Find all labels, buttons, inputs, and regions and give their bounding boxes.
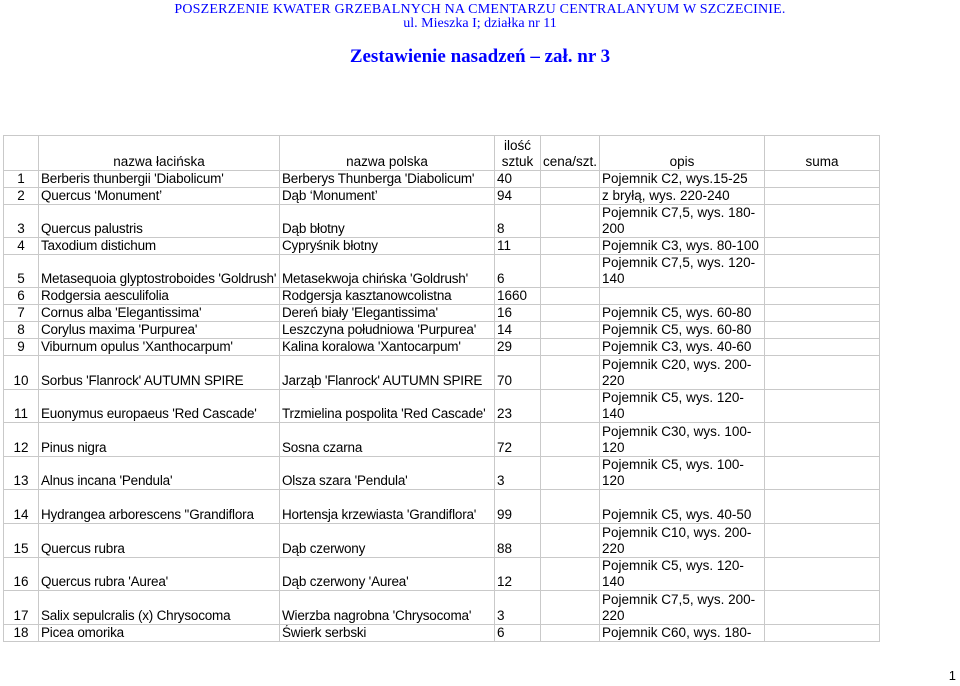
price — [541, 490, 600, 524]
row-number: 11 — [4, 390, 39, 423]
price — [541, 423, 600, 457]
row-number: 7 — [4, 305, 39, 322]
price — [541, 322, 600, 339]
quantity: 72 — [495, 423, 541, 457]
quantity: 29 — [495, 339, 541, 356]
planting-table — [3, 135, 880, 642]
description: Pojemnik C30, wys. 100-120 — [600, 423, 765, 457]
page-number: 1 — [948, 668, 956, 683]
latin-name: Quercus rubra 'Aurea' — [39, 558, 280, 591]
table-row — [4, 205, 880, 238]
header-quantity: ilość sztuk — [495, 136, 541, 171]
table-row — [4, 356, 880, 390]
polish-name: Kalina koralowa 'Xantocarpum' — [280, 339, 495, 356]
sum — [765, 339, 880, 356]
latin-name: Salix sepulcralis (x) Chrysocoma — [39, 591, 280, 625]
description: Pojemnik C10, wys. 200-220 — [600, 524, 765, 558]
price — [541, 238, 600, 255]
latin-name: Hydrangea arborescens ''Grandiflora — [39, 490, 280, 524]
document-header-line2: ul. Mieszka I; działka nr 11 — [403, 16, 557, 31]
table-row — [4, 558, 880, 591]
row-number: 12 — [4, 423, 39, 457]
polish-name: Metasekwoja chińska 'Goldrush' — [280, 255, 495, 288]
polish-name: Sosna czarna — [280, 423, 495, 457]
latin-name: Picea omorika — [39, 625, 280, 642]
table-row — [4, 457, 880, 490]
polish-name: Świerk serbski — [280, 625, 495, 642]
description: Pojemnik C7,5, wys. 180-200 — [600, 205, 765, 238]
row-number: 18 — [4, 625, 39, 642]
price — [541, 390, 600, 423]
polish-name: Dąb czerwony 'Aurea' — [280, 558, 495, 591]
latin-name: Metasequoia glyptostroboides 'Goldrush' — [39, 255, 280, 288]
sum — [765, 188, 880, 205]
sum — [765, 524, 880, 558]
price — [541, 457, 600, 490]
description: z bryłą, wys. 220-240 — [600, 188, 765, 205]
description: Pojemnik C60, wys. 180- — [600, 625, 765, 642]
description: Pojemnik C5, wys. 100-120 — [600, 457, 765, 490]
quantity: 94 — [495, 188, 541, 205]
sum — [765, 171, 880, 188]
price — [541, 591, 600, 625]
description: Pojemnik C7,5, wys. 120-140 — [600, 255, 765, 288]
row-number: 13 — [4, 457, 39, 490]
row-number: 16 — [4, 558, 39, 591]
quantity: 11 — [495, 238, 541, 255]
price — [541, 255, 600, 288]
quantity: 3 — [495, 591, 541, 625]
header-nr — [4, 136, 39, 171]
latin-name: Alnus incana 'Pendula' — [39, 457, 280, 490]
latin-name: Quercus ‘Monument’ — [39, 188, 280, 205]
price — [541, 356, 600, 390]
quantity: 6 — [495, 625, 541, 642]
latin-name: Cornus alba 'Elegantissima' — [39, 305, 280, 322]
polish-name: Olsza szara 'Pendula' — [280, 457, 495, 490]
table-header-row — [4, 136, 880, 171]
polish-name: Hortensja krzewiasta 'Grandiflora' — [280, 490, 495, 524]
table-row — [4, 188, 880, 205]
quantity: 88 — [495, 524, 541, 558]
polish-name: Rodgersja kasztanowcolistna — [280, 288, 495, 305]
quantity: 3 — [495, 457, 541, 490]
sum — [765, 591, 880, 625]
table-row — [4, 390, 880, 423]
latin-name: Viburnum opulus 'Xanthocarpum' — [39, 339, 280, 356]
polish-name: Dąb czerwony — [280, 524, 495, 558]
sum — [765, 238, 880, 255]
row-number: 8 — [4, 322, 39, 339]
price — [541, 305, 600, 322]
latin-name: Pinus nigra — [39, 423, 280, 457]
sum — [765, 390, 880, 423]
quantity: 23 — [495, 390, 541, 423]
description — [600, 288, 765, 305]
description: Pojemnik C5, wys. 120-140 — [600, 558, 765, 591]
row-number: 6 — [4, 288, 39, 305]
polish-name: Trzmielina pospolita 'Red Cascade' — [280, 390, 495, 423]
table-row — [4, 288, 880, 305]
table-row — [4, 423, 880, 457]
sum — [765, 322, 880, 339]
quantity: 70 — [495, 356, 541, 390]
header-price: cena/szt. — [541, 136, 600, 171]
row-number: 4 — [4, 238, 39, 255]
sum — [765, 356, 880, 390]
quantity: 16 — [495, 305, 541, 322]
price — [541, 288, 600, 305]
quantity: 8 — [495, 205, 541, 238]
description: Pojemnik C7,5, wys. 200-220 — [600, 591, 765, 625]
description: Pojemnik C3, wys. 80-100 — [600, 238, 765, 255]
table-row — [4, 322, 880, 339]
row-number: 2 — [4, 188, 39, 205]
latin-name: Rodgersia aesculifolia — [39, 288, 280, 305]
description: Pojemnik C2, wys.15-25 — [600, 171, 765, 188]
row-number: 5 — [4, 255, 39, 288]
latin-name: Sorbus 'Flanrock' AUTUMN SPIRE — [39, 356, 280, 390]
sum — [765, 288, 880, 305]
document-header-line1: POSZERZENIE KWATER GRZEBALNYCH NA CMENTARZU CENTRALANYUM W SZCZECINIE. — [174, 2, 786, 17]
price — [541, 188, 600, 205]
polish-name: Dąb błotny — [280, 205, 495, 238]
table-row — [4, 171, 880, 188]
table-row — [4, 625, 880, 642]
quantity: 12 — [495, 558, 541, 591]
sum — [765, 305, 880, 322]
quantity: 6 — [495, 255, 541, 288]
table-row — [4, 305, 880, 322]
price — [541, 339, 600, 356]
polish-name: Leszczyna południowa 'Purpurea' — [280, 322, 495, 339]
table-row — [4, 238, 880, 255]
polish-name: Cypryśnik błotny — [280, 238, 495, 255]
sum — [765, 457, 880, 490]
description: Pojemnik C5, wys. 120-140 — [600, 390, 765, 423]
sum — [765, 625, 880, 642]
table-row — [4, 339, 880, 356]
table-row — [4, 524, 880, 558]
table-row — [4, 255, 880, 288]
description: Pojemnik C20, wys. 200-220 — [600, 356, 765, 390]
table-row — [4, 591, 880, 625]
header-sum: suma — [765, 136, 880, 171]
row-number: 9 — [4, 339, 39, 356]
polish-name: Wierzba nagrobna 'Chrysocoma' — [280, 591, 495, 625]
quantity: 14 — [495, 322, 541, 339]
row-number: 3 — [4, 205, 39, 238]
latin-name: Euonymus europaeus 'Red Cascade' — [39, 390, 280, 423]
quantity: 1660 — [495, 288, 541, 305]
price — [541, 625, 600, 642]
row-number: 10 — [4, 356, 39, 390]
latin-name: Taxodium distichum — [39, 238, 280, 255]
price — [541, 171, 600, 188]
row-number: 14 — [4, 490, 39, 524]
row-number: 17 — [4, 591, 39, 625]
description: Pojemnik C5, wys. 60-80 — [600, 322, 765, 339]
document-title: Zestawienie nasadzeń – zał. nr 3 — [349, 46, 611, 67]
polish-name: Dereń biały 'Elegantissima' — [280, 305, 495, 322]
description: Pojemnik C5, wys. 60-80 — [600, 305, 765, 322]
quantity: 99 — [495, 490, 541, 524]
latin-name: Berberis thunbergii 'Diabolicum' — [39, 171, 280, 188]
description: Pojemnik C5, wys. 40-50 — [600, 490, 765, 524]
table-row — [4, 490, 880, 524]
quantity: 40 — [495, 171, 541, 188]
latin-name: Quercus palustris — [39, 205, 280, 238]
polish-name: Berberys Thunberga 'Diabolicum' — [280, 171, 495, 188]
sum — [765, 558, 880, 591]
header-latin-name: nazwa łacińska — [39, 136, 280, 171]
polish-name: Jarząb 'Flanrock' AUTUMN SPIRE — [280, 356, 495, 390]
description: Pojemnik C3, wys. 40-60 — [600, 339, 765, 356]
sum — [765, 205, 880, 238]
polish-name: Dąb ‘Monument’ — [280, 188, 495, 205]
latin-name: Quercus rubra — [39, 524, 280, 558]
row-number: 1 — [4, 171, 39, 188]
sum — [765, 255, 880, 288]
header-polish-name: nazwa polska — [280, 136, 495, 171]
price — [541, 524, 600, 558]
price — [541, 205, 600, 238]
sum — [765, 423, 880, 457]
latin-name: Corylus maxima 'Purpurea' — [39, 322, 280, 339]
row-number: 15 — [4, 524, 39, 558]
sum — [765, 490, 880, 524]
price — [541, 558, 600, 591]
header-description: opis — [600, 136, 765, 171]
